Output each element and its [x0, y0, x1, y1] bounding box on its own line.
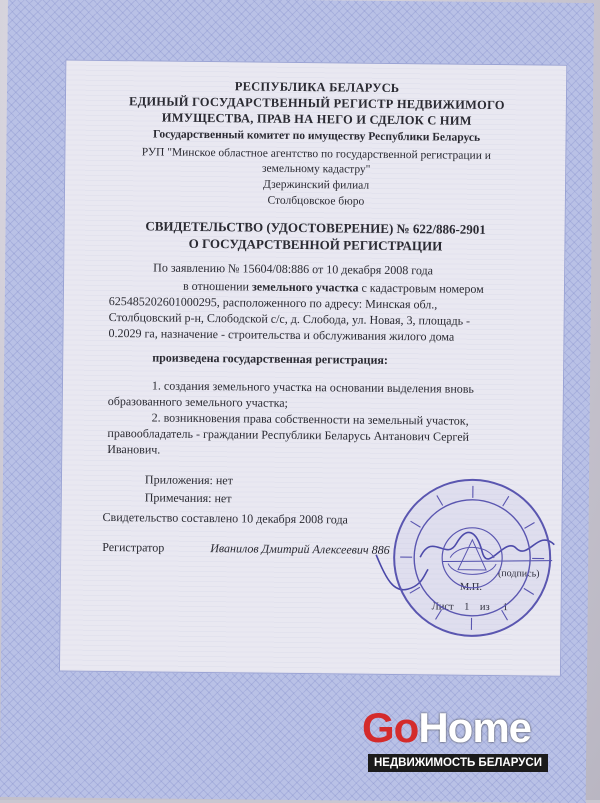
- gohome-logo: [362, 704, 562, 784]
- header-branch: Дзержинский филиал: [66, 177, 566, 194]
- subject-bold: земельного участка: [252, 280, 359, 295]
- header-committee: Государственный комитет по имуществу Республики Беларусь: [67, 128, 567, 145]
- subject-rest: с кадастровым номером: [358, 281, 483, 296]
- header-register-line1: ЕДИНЫЙ ГОСУДАРСТВЕННЫЙ РЕГИСТР НЕДВИЖИМОГО: [67, 94, 567, 114]
- item1-line1: 1. создания земельного участка на основании выделения вновь: [152, 378, 474, 396]
- header-agency-line1: РУП "Минское областное агентство по государственной регистрации и: [66, 146, 566, 163]
- registration-done: произведена государственная регистрация:: [152, 350, 388, 367]
- item1-line2: образованного земельного участка;: [108, 394, 288, 411]
- header-agency-line2: земельному кадастру": [66, 161, 566, 178]
- official-seal: [387, 473, 557, 643]
- header-bureau: Столбцовское бюро: [66, 193, 566, 210]
- attachments: Приложения: нет: [145, 472, 233, 488]
- cadastral-line: 625485202601000295, расположенного по адресу: Минская обл.,: [109, 294, 438, 312]
- address-line: Столбцовский р-н, Слободской с/с, д. Слобода, ул. Новая, 3, площадь -: [109, 310, 471, 329]
- notes: Примечания: нет: [145, 490, 232, 506]
- logo-subtitle: НЕДВИЖИМОСТЬ БЕЛАРУСИ: [368, 754, 548, 772]
- item2-line1: 2. возникновения права собственности на земельный участок,: [152, 410, 469, 428]
- logo-go: Go: [362, 704, 418, 751]
- item2-line3: Иванович.: [107, 442, 160, 458]
- subject-prefix: в отношении: [183, 279, 252, 294]
- item2-line2: правообладатель - граждании Республики Беларусь Антанович Сергей: [107, 426, 469, 445]
- logo-wordmark: [362, 704, 531, 752]
- purpose-line: 0.2029 га, назначение - строительства и обслуживания жилого дома: [108, 326, 454, 345]
- header-register-line2: ИМУЩЕСТВА, ПРАВ НА НЕГО И СДЕЛОК С НИМ: [67, 110, 567, 130]
- application-line: По заявлению № 15604/08:886 от 10 декабря 2008 года: [153, 260, 433, 278]
- subject-line: [183, 279, 484, 297]
- logo-home: Home: [418, 704, 531, 751]
- issued-date: Свидетельство составлено 10 декабря 2008 года: [102, 510, 348, 528]
- registrar-name: Иванилов Дмитрий Алексеевич 886: [210, 541, 390, 558]
- header-country: РЕСПУБЛИКА БЕЛАРУСЬ: [67, 78, 567, 98]
- certificate-title-line1: СВИДЕТЕЛЬСТВО (УДОСТОВЕРЕНИЕ) № 622/886-2901: [66, 218, 566, 239]
- certificate-title-line2: О ГОСУДАРСТВЕННОЙ РЕГИСТРАЦИИ: [65, 235, 565, 256]
- registrar-label: Регистратор: [102, 540, 164, 556]
